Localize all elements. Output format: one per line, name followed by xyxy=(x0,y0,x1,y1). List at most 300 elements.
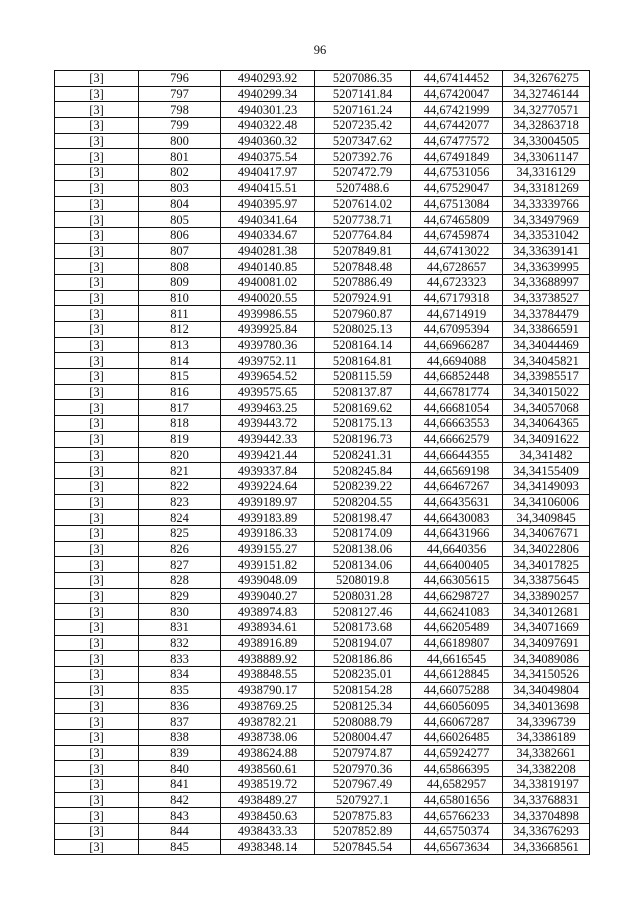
source-ref-cell: [3] xyxy=(55,792,139,808)
x-coordinate-cell: 4938790.17 xyxy=(221,682,315,698)
y-coordinate-cell: 5207161.24 xyxy=(315,102,411,118)
x-coordinate-cell: 4940375.54 xyxy=(221,149,315,165)
longitude-cell: 34,33339766 xyxy=(503,196,590,212)
point-number-cell: 813 xyxy=(139,337,221,353)
table-row xyxy=(55,165,590,181)
point-number-cell: 806 xyxy=(139,227,221,243)
latitude-cell: 44,6728657 xyxy=(411,259,503,275)
point-number-cell: 820 xyxy=(139,447,221,463)
longitude-cell: 34,33875645 xyxy=(503,573,590,589)
longitude-cell: 34,33061147 xyxy=(503,149,590,165)
table-row xyxy=(55,416,590,432)
longitude-cell: 34,34049804 xyxy=(503,682,590,698)
source-ref-cell: [3] xyxy=(55,824,139,840)
source-ref-cell: [3] xyxy=(55,274,139,290)
x-coordinate-cell: 4939337.84 xyxy=(221,463,315,479)
y-coordinate-cell: 5208186.86 xyxy=(315,651,411,667)
y-coordinate-cell: 5208127.46 xyxy=(315,604,411,620)
x-coordinate-cell: 4940360.32 xyxy=(221,133,315,149)
longitude-cell: 34,34155409 xyxy=(503,463,590,479)
latitude-cell: 44,66569198 xyxy=(411,463,503,479)
source-ref-cell: [3] xyxy=(55,102,139,118)
table-row xyxy=(55,431,590,447)
latitude-cell: 44,6616545 xyxy=(411,651,503,667)
latitude-cell: 44,66056095 xyxy=(411,698,503,714)
y-coordinate-cell: 5207472.79 xyxy=(315,165,411,181)
source-ref-cell: [3] xyxy=(55,776,139,792)
source-ref-cell: [3] xyxy=(55,431,139,447)
source-ref-cell: [3] xyxy=(55,557,139,573)
source-ref-cell: [3] xyxy=(55,384,139,400)
source-ref-cell: [3] xyxy=(55,463,139,479)
point-number-cell: 827 xyxy=(139,557,221,573)
table-row xyxy=(55,71,590,87)
latitude-cell: 44,65924277 xyxy=(411,745,503,761)
y-coordinate-cell: 5208125.34 xyxy=(315,698,411,714)
x-coordinate-cell: 4938560.61 xyxy=(221,761,315,777)
page-number: 96 xyxy=(313,43,327,57)
point-number-cell: 836 xyxy=(139,698,221,714)
point-number-cell: 843 xyxy=(139,808,221,824)
source-ref-cell: [3] xyxy=(55,337,139,353)
y-coordinate-cell: 5208164.14 xyxy=(315,337,411,353)
table-row xyxy=(55,118,590,134)
source-ref-cell: [3] xyxy=(55,635,139,651)
x-coordinate-cell: 4939151.82 xyxy=(221,557,315,573)
longitude-cell: 34,33639141 xyxy=(503,243,590,259)
y-coordinate-cell: 5207848.48 xyxy=(315,259,411,275)
x-coordinate-cell: 4940415.51 xyxy=(221,180,315,196)
source-ref-cell: [3] xyxy=(55,478,139,494)
table-row xyxy=(55,353,590,369)
source-ref-cell: [3] xyxy=(55,196,139,212)
table-row xyxy=(55,729,590,745)
latitude-cell: 44,67531056 xyxy=(411,165,503,181)
point-number-cell: 824 xyxy=(139,510,221,526)
x-coordinate-cell: 4939654.52 xyxy=(221,369,315,385)
source-ref-cell: [3] xyxy=(55,808,139,824)
table-row xyxy=(55,306,590,322)
latitude-cell: 44,66128845 xyxy=(411,667,503,683)
longitude-cell: 34,34149093 xyxy=(503,478,590,494)
latitude-cell: 44,67529047 xyxy=(411,180,503,196)
longitude-cell: 34,33181269 xyxy=(503,180,590,196)
point-number-cell: 839 xyxy=(139,745,221,761)
source-ref-cell: [3] xyxy=(55,400,139,416)
point-number-cell: 829 xyxy=(139,588,221,604)
source-ref-cell: [3] xyxy=(55,620,139,636)
table-row xyxy=(55,149,590,165)
point-number-cell: 800 xyxy=(139,133,221,149)
latitude-cell: 44,66298727 xyxy=(411,588,503,604)
longitude-cell: 34,33704898 xyxy=(503,808,590,824)
source-ref-cell: [3] xyxy=(55,588,139,604)
y-coordinate-cell: 5207924.91 xyxy=(315,290,411,306)
source-ref-cell: [3] xyxy=(55,243,139,259)
x-coordinate-cell: 4940140.85 xyxy=(221,259,315,275)
point-number-cell: 845 xyxy=(139,839,221,855)
table-row xyxy=(55,180,590,196)
longitude-cell: 34,3409845 xyxy=(503,510,590,526)
latitude-cell: 44,67413022 xyxy=(411,243,503,259)
longitude-cell: 34,34045821 xyxy=(503,353,590,369)
point-number-cell: 798 xyxy=(139,102,221,118)
y-coordinate-cell: 5208137.87 xyxy=(315,384,411,400)
x-coordinate-cell: 4940395.97 xyxy=(221,196,315,212)
table-row xyxy=(55,290,590,306)
longitude-cell: 34,3382208 xyxy=(503,761,590,777)
point-number-cell: 801 xyxy=(139,149,221,165)
point-number-cell: 821 xyxy=(139,463,221,479)
y-coordinate-cell: 5207849.81 xyxy=(315,243,411,259)
longitude-cell: 34,341482 xyxy=(503,447,590,463)
latitude-cell: 44,66781774 xyxy=(411,384,503,400)
x-coordinate-cell: 4939224.64 xyxy=(221,478,315,494)
x-coordinate-cell: 4939048.09 xyxy=(221,573,315,589)
point-number-cell: 796 xyxy=(139,71,221,87)
x-coordinate-cell: 4939925.84 xyxy=(221,322,315,338)
table-row xyxy=(55,494,590,510)
latitude-cell: 44,66241083 xyxy=(411,604,503,620)
latitude-cell: 44,67477572 xyxy=(411,133,503,149)
table-row xyxy=(55,510,590,526)
table-row xyxy=(55,384,590,400)
y-coordinate-cell: 5207614.02 xyxy=(315,196,411,212)
point-number-cell: 823 xyxy=(139,494,221,510)
y-coordinate-cell: 5208019.8 xyxy=(315,573,411,589)
source-ref-cell: [3] xyxy=(55,698,139,714)
table-row xyxy=(55,86,590,102)
table-row xyxy=(55,212,590,228)
longitude-cell: 34,33768831 xyxy=(503,792,590,808)
latitude-cell: 44,66026485 xyxy=(411,729,503,745)
latitude-cell: 44,66852448 xyxy=(411,369,503,385)
x-coordinate-cell: 4938489.27 xyxy=(221,792,315,808)
table-row xyxy=(55,133,590,149)
latitude-cell: 44,65750374 xyxy=(411,824,503,840)
longitude-cell: 34,33819197 xyxy=(503,776,590,792)
y-coordinate-cell: 5208154.28 xyxy=(315,682,411,698)
table-row xyxy=(55,714,590,730)
longitude-cell: 34,34067671 xyxy=(503,525,590,541)
point-number-cell: 797 xyxy=(139,86,221,102)
point-number-cell: 810 xyxy=(139,290,221,306)
latitude-cell: 44,6582957 xyxy=(411,776,503,792)
y-coordinate-cell: 5208004.47 xyxy=(315,729,411,745)
longitude-cell: 34,34044469 xyxy=(503,337,590,353)
x-coordinate-cell: 4939442.33 xyxy=(221,431,315,447)
longitude-cell: 34,34017825 xyxy=(503,557,590,573)
point-number-cell: 805 xyxy=(139,212,221,228)
source-ref-cell: [3] xyxy=(55,416,139,432)
longitude-cell: 34,33668561 xyxy=(503,839,590,855)
point-number-cell: 819 xyxy=(139,431,221,447)
x-coordinate-cell: 4939421.44 xyxy=(221,447,315,463)
y-coordinate-cell: 5208025.13 xyxy=(315,322,411,338)
latitude-cell: 44,6640356 xyxy=(411,541,503,557)
x-coordinate-cell: 4939463.25 xyxy=(221,400,315,416)
longitude-cell: 34,33985517 xyxy=(503,369,590,385)
source-ref-cell: [3] xyxy=(55,573,139,589)
latitude-cell: 44,6714919 xyxy=(411,306,503,322)
source-ref-cell: [3] xyxy=(55,322,139,338)
y-coordinate-cell: 5208198.47 xyxy=(315,510,411,526)
y-coordinate-cell: 5207960.87 xyxy=(315,306,411,322)
longitude-cell: 34,32676275 xyxy=(503,71,590,87)
point-number-cell: 828 xyxy=(139,573,221,589)
source-ref-cell: [3] xyxy=(55,86,139,102)
table-row xyxy=(55,337,590,353)
latitude-cell: 44,66435631 xyxy=(411,494,503,510)
y-coordinate-cell: 5208194.07 xyxy=(315,635,411,651)
longitude-cell: 34,3396739 xyxy=(503,714,590,730)
x-coordinate-cell: 4939443.72 xyxy=(221,416,315,432)
x-coordinate-cell: 4938782.21 xyxy=(221,714,315,730)
longitude-cell: 34,34013698 xyxy=(503,698,590,714)
point-number-cell: 838 xyxy=(139,729,221,745)
table-row xyxy=(55,839,590,855)
y-coordinate-cell: 5207875.83 xyxy=(315,808,411,824)
source-ref-cell: [3] xyxy=(55,369,139,385)
latitude-cell: 44,66467267 xyxy=(411,478,503,494)
x-coordinate-cell: 4938519.72 xyxy=(221,776,315,792)
source-ref-cell: [3] xyxy=(55,510,139,526)
x-coordinate-cell: 4940299.34 xyxy=(221,86,315,102)
longitude-cell: 34,34106006 xyxy=(503,494,590,510)
source-ref-cell: [3] xyxy=(55,525,139,541)
y-coordinate-cell: 5207488.6 xyxy=(315,180,411,196)
table-row xyxy=(55,557,590,573)
source-ref-cell: [3] xyxy=(55,180,139,196)
point-number-cell: 833 xyxy=(139,651,221,667)
point-number-cell: 832 xyxy=(139,635,221,651)
latitude-cell: 44,67414452 xyxy=(411,71,503,87)
longitude-cell: 34,33676293 xyxy=(503,824,590,840)
latitude-cell: 44,65766233 xyxy=(411,808,503,824)
source-ref-cell: [3] xyxy=(55,651,139,667)
table-row xyxy=(55,227,590,243)
latitude-cell: 44,6694088 xyxy=(411,353,503,369)
longitude-cell: 34,33866591 xyxy=(503,322,590,338)
y-coordinate-cell: 5208138.06 xyxy=(315,541,411,557)
x-coordinate-cell: 4938450.63 xyxy=(221,808,315,824)
y-coordinate-cell: 5207235.42 xyxy=(315,118,411,134)
latitude-cell: 44,66431966 xyxy=(411,525,503,541)
longitude-cell: 34,33497969 xyxy=(503,212,590,228)
x-coordinate-cell: 4938738.06 xyxy=(221,729,315,745)
point-number-cell: 804 xyxy=(139,196,221,212)
table-row xyxy=(55,463,590,479)
table-row xyxy=(55,274,590,290)
y-coordinate-cell: 5207764.84 xyxy=(315,227,411,243)
longitude-cell: 34,34022806 xyxy=(503,541,590,557)
table-row xyxy=(55,243,590,259)
x-coordinate-cell: 4938916.89 xyxy=(221,635,315,651)
x-coordinate-cell: 4939155.27 xyxy=(221,541,315,557)
x-coordinate-cell: 4939986.55 xyxy=(221,306,315,322)
y-coordinate-cell: 5207347.62 xyxy=(315,133,411,149)
latitude-cell: 44,66067287 xyxy=(411,714,503,730)
y-coordinate-cell: 5207974.87 xyxy=(315,745,411,761)
x-coordinate-cell: 4940281.38 xyxy=(221,243,315,259)
point-number-cell: 837 xyxy=(139,714,221,730)
x-coordinate-cell: 4939183.89 xyxy=(221,510,315,526)
source-ref-cell: [3] xyxy=(55,259,139,275)
point-number-cell: 803 xyxy=(139,180,221,196)
y-coordinate-cell: 5207738.71 xyxy=(315,212,411,228)
point-number-cell: 811 xyxy=(139,306,221,322)
table-row xyxy=(55,808,590,824)
longitude-cell: 34,32863718 xyxy=(503,118,590,134)
point-number-cell: 809 xyxy=(139,274,221,290)
table-row xyxy=(55,102,590,118)
point-number-cell: 799 xyxy=(139,118,221,134)
table-row xyxy=(55,635,590,651)
longitude-cell: 34,34091622 xyxy=(503,431,590,447)
x-coordinate-cell: 4940322.48 xyxy=(221,118,315,134)
source-ref-cell: [3] xyxy=(55,745,139,761)
x-coordinate-cell: 4938433.33 xyxy=(221,824,315,840)
source-ref-cell: [3] xyxy=(55,212,139,228)
y-coordinate-cell: 5208241.31 xyxy=(315,447,411,463)
point-number-cell: 842 xyxy=(139,792,221,808)
longitude-cell: 34,33639995 xyxy=(503,259,590,275)
point-number-cell: 826 xyxy=(139,541,221,557)
longitude-cell: 34,33738527 xyxy=(503,290,590,306)
longitude-cell: 34,3386189 xyxy=(503,729,590,745)
source-ref-cell: [3] xyxy=(55,494,139,510)
latitude-cell: 44,67179318 xyxy=(411,290,503,306)
y-coordinate-cell: 5207886.49 xyxy=(315,274,411,290)
latitude-cell: 44,67491849 xyxy=(411,149,503,165)
source-ref-cell: [3] xyxy=(55,71,139,87)
y-coordinate-cell: 5208174.09 xyxy=(315,525,411,541)
point-number-cell: 830 xyxy=(139,604,221,620)
longitude-cell: 34,3316129 xyxy=(503,165,590,181)
point-number-cell: 835 xyxy=(139,682,221,698)
latitude-cell: 44,67442077 xyxy=(411,118,503,134)
table-row xyxy=(55,525,590,541)
source-ref-cell: [3] xyxy=(55,839,139,855)
y-coordinate-cell: 5207967.49 xyxy=(315,776,411,792)
source-ref-cell: [3] xyxy=(55,133,139,149)
table-row xyxy=(55,745,590,761)
source-ref-cell: [3] xyxy=(55,149,139,165)
source-ref-cell: [3] xyxy=(55,714,139,730)
latitude-cell: 44,66662579 xyxy=(411,431,503,447)
latitude-cell: 44,66681054 xyxy=(411,400,503,416)
longitude-cell: 34,33890257 xyxy=(503,588,590,604)
x-coordinate-cell: 4939575.65 xyxy=(221,384,315,400)
x-coordinate-cell: 4940081.02 xyxy=(221,274,315,290)
y-coordinate-cell: 5207845.54 xyxy=(315,839,411,855)
point-number-cell: 808 xyxy=(139,259,221,275)
table-row xyxy=(55,478,590,494)
x-coordinate-cell: 4940417.97 xyxy=(221,165,315,181)
y-coordinate-cell: 5208235.01 xyxy=(315,667,411,683)
x-coordinate-cell: 4940293.92 xyxy=(221,71,315,87)
latitude-cell: 44,66189807 xyxy=(411,635,503,651)
source-ref-cell: [3] xyxy=(55,290,139,306)
source-ref-cell: [3] xyxy=(55,118,139,134)
table-row xyxy=(55,651,590,667)
table-row xyxy=(55,447,590,463)
longitude-cell: 34,34097691 xyxy=(503,635,590,651)
y-coordinate-cell: 5208088.79 xyxy=(315,714,411,730)
point-number-cell: 822 xyxy=(139,478,221,494)
table-row xyxy=(55,604,590,620)
x-coordinate-cell: 4939186.33 xyxy=(221,525,315,541)
longitude-cell: 34,34064365 xyxy=(503,416,590,432)
latitude-cell: 44,67420047 xyxy=(411,86,503,102)
point-number-cell: 802 xyxy=(139,165,221,181)
latitude-cell: 44,65801656 xyxy=(411,792,503,808)
table-row xyxy=(55,667,590,683)
longitude-cell: 34,34150526 xyxy=(503,667,590,683)
source-ref-cell: [3] xyxy=(55,729,139,745)
latitude-cell: 44,6723323 xyxy=(411,274,503,290)
point-number-cell: 831 xyxy=(139,620,221,636)
x-coordinate-cell: 4939189.97 xyxy=(221,494,315,510)
point-number-cell: 815 xyxy=(139,369,221,385)
latitude-cell: 44,65673634 xyxy=(411,839,503,855)
point-number-cell: 834 xyxy=(139,667,221,683)
source-ref-cell: [3] xyxy=(55,165,139,181)
table-row xyxy=(55,776,590,792)
longitude-cell: 34,34012681 xyxy=(503,604,590,620)
y-coordinate-cell: 5207086.35 xyxy=(315,71,411,87)
x-coordinate-cell: 4940334.67 xyxy=(221,227,315,243)
longitude-cell: 34,32746144 xyxy=(503,86,590,102)
y-coordinate-cell: 5207927.1 xyxy=(315,792,411,808)
x-coordinate-cell: 4939040.27 xyxy=(221,588,315,604)
point-number-cell: 807 xyxy=(139,243,221,259)
source-ref-cell: [3] xyxy=(55,447,139,463)
table-row xyxy=(55,541,590,557)
y-coordinate-cell: 5208245.84 xyxy=(315,463,411,479)
latitude-cell: 44,66430083 xyxy=(411,510,503,526)
longitude-cell: 34,33784479 xyxy=(503,306,590,322)
table-row xyxy=(55,588,590,604)
table-row xyxy=(55,792,590,808)
source-ref-cell: [3] xyxy=(55,604,139,620)
y-coordinate-cell: 5207852.89 xyxy=(315,824,411,840)
x-coordinate-cell: 4940341.64 xyxy=(221,212,315,228)
longitude-cell: 34,34071669 xyxy=(503,620,590,636)
x-coordinate-cell: 4938934.61 xyxy=(221,620,315,636)
latitude-cell: 44,66400405 xyxy=(411,557,503,573)
longitude-cell: 34,3382661 xyxy=(503,745,590,761)
table-row xyxy=(55,400,590,416)
table-row xyxy=(55,369,590,385)
y-coordinate-cell: 5208173.68 xyxy=(315,620,411,636)
x-coordinate-cell: 4938624.88 xyxy=(221,745,315,761)
point-number-cell: 818 xyxy=(139,416,221,432)
table-row xyxy=(55,620,590,636)
y-coordinate-cell: 5208169.62 xyxy=(315,400,411,416)
point-number-cell: 840 xyxy=(139,761,221,777)
longitude-cell: 34,32770571 xyxy=(503,102,590,118)
x-coordinate-cell: 4938348.14 xyxy=(221,839,315,855)
latitude-cell: 44,67459874 xyxy=(411,227,503,243)
latitude-cell: 44,66205489 xyxy=(411,620,503,636)
longitude-cell: 34,34057068 xyxy=(503,400,590,416)
point-number-cell: 844 xyxy=(139,824,221,840)
latitude-cell: 44,67095394 xyxy=(411,322,503,338)
y-coordinate-cell: 5207392.76 xyxy=(315,149,411,165)
point-number-cell: 825 xyxy=(139,525,221,541)
y-coordinate-cell: 5208196.73 xyxy=(315,431,411,447)
